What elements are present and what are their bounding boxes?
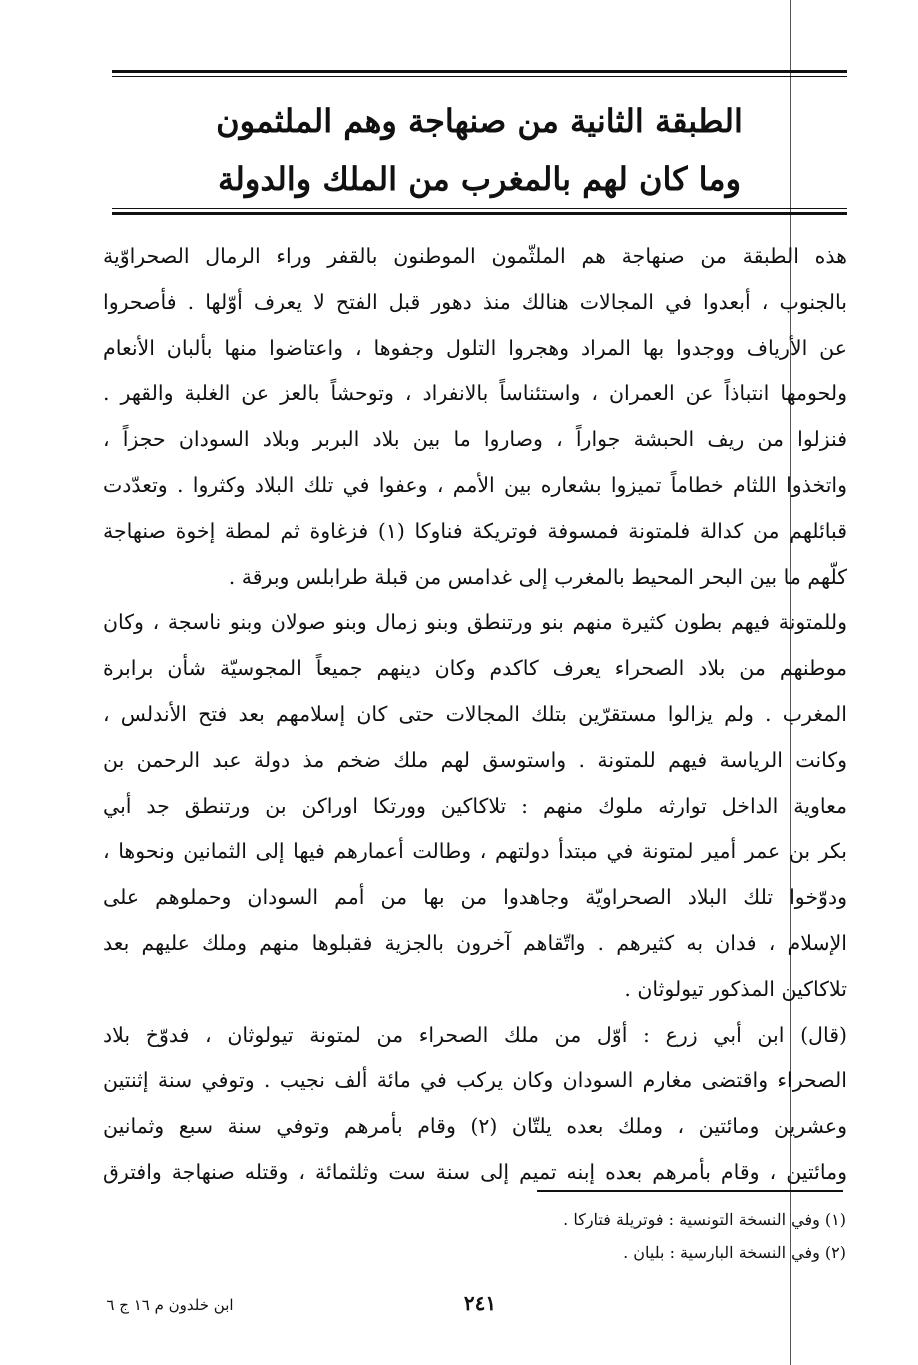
title-bottom-rule [112, 208, 847, 215]
text-line: بكر بن عمر أمير لمتونة في مبتدأ دولتهم ، وطالت أعمارهم فيها إلى الثمانين ونحوها ، [103, 839, 847, 864]
page-number: ٢٤١ [463, 1291, 497, 1315]
title-line-1: الطبقة الثانية من صنهاجة وهم الملثمون [216, 102, 743, 140]
title-line-2: وما كان لهم بالمغرب من الملك والدولة [217, 160, 742, 198]
text-line: (قال) ابن أبي زرع : أوّل من ملك الصحراء من لمتونة تيولوثان ، فدوّخ بلاد [103, 1022, 847, 1047]
text-line: هذه الطبقة من صنهاجة هم الملثّمون الموطنون بالقفر وراء الرمال الصحراوّية [103, 244, 847, 268]
text-line: واتخذوا اللثام خطاماً تميزوا بشعاره بين الأمم ، وعفوا في تلك البلاد وكثروا . وتعدّدت [103, 472, 847, 497]
text-line: موطنهم من بلاد الصحراء يعرف كاكدم وكان دينهم جميعاً المجوسيّة شأن برابرة [103, 656, 847, 681]
text-line: الإسلام ، فدان به كثيرهم . واتّقاهم آخرون بالجزية فقبلوها منهم وملك عليهم بعد [103, 930, 847, 955]
signature-mark: ابن خلدون م ١٦ ج ٦ [106, 1296, 234, 1314]
footnote-1: (١) وفي النسخة التونسية : فوتريلة فتاركا . [563, 1210, 846, 1229]
footnote-2: (٢) وفي النسخة البارسية : بليان . [623, 1243, 846, 1262]
text-line: معاوية الداخل توارثه ملوك منهم : تلاكاكين وورتكا اوراكن بن ورتنطق جد أبي [103, 793, 847, 818]
text-line: المغرب . ولم يزالوا مستقرّين بتلك المجالات حتى كان إسلامهم بعد فتح الأندلس ، [103, 701, 847, 726]
text-line: عن الأرياف ووجدوا بها المراد وهجروا التلول وجفوها ، واعتاضوا منها بألبان الأنعام [103, 335, 847, 360]
body-text [103, 234, 847, 1196]
text-line: وكانت الرياسة فيهم للمتونة . واستوسق لهم ملك ضخم مذ دولة عبد الرحمن بن [103, 747, 847, 772]
text-line: بالجنوب ، أبعدوا في المجالات هنالك منذ دهور قبل الفتح لا يعرف أوّلها . فأصحروا [103, 289, 847, 314]
text-line: كلّهم ما بين البحر المحيط بالمغرب إلى غدامس من قبلة طرابلس وبرقة . [228, 564, 847, 589]
text-line: قبائلهم من كدالة فلمتونة فمسوفة فوتريكة فناوكا (١) فزغاوة ثم لمطة إخوة صنهاجة [103, 518, 848, 543]
text-line: وللمتونة فيهم بطون كثيرة منهم بنو ورتنطق وبنو زمال وبنو صولان وبنو ناسجة ، وكان [103, 610, 847, 635]
text-line: ومائتين ، وقام بأمرهم بعده إبنه تميم إلى سنة ست وثلثمائة ، وقتله صنهاجة وافترق [103, 1159, 847, 1184]
footnote-separator [537, 1190, 843, 1192]
text-line: وعشرين ومائتين ، وملك بعده يلتّان (٢) وقام بأمرهم وتوفي سنة سبع وثمانين [103, 1114, 847, 1139]
chapter-title [112, 92, 847, 208]
text-line: فنزلوا من ريف الحبشة جواراً ، وصاروا ما بين بلاد البربر وبلاد السودان حجزاً ، [103, 427, 847, 452]
text-line: الصحراء واقتضى مغارم السودان وكان يركب في مائة ألف نجيب . وتوفي سنة إثنتين [103, 1068, 847, 1093]
text-line: ولحومها انتباذاً عن العمران ، واستئناساً بالانفراد ، وتوحشاً بالعز عن الغلبة والقهر . [103, 381, 847, 406]
text-line: تلاكاكين المذكور تيولوثان . [624, 976, 847, 1001]
text-line: ودوّخوا تلك البلاد الصحراويّة وجاهدوا من بها من أمم السودان وحملوهم على [103, 885, 847, 910]
footnotes [400, 1203, 846, 1269]
title-top-rule [112, 70, 847, 77]
